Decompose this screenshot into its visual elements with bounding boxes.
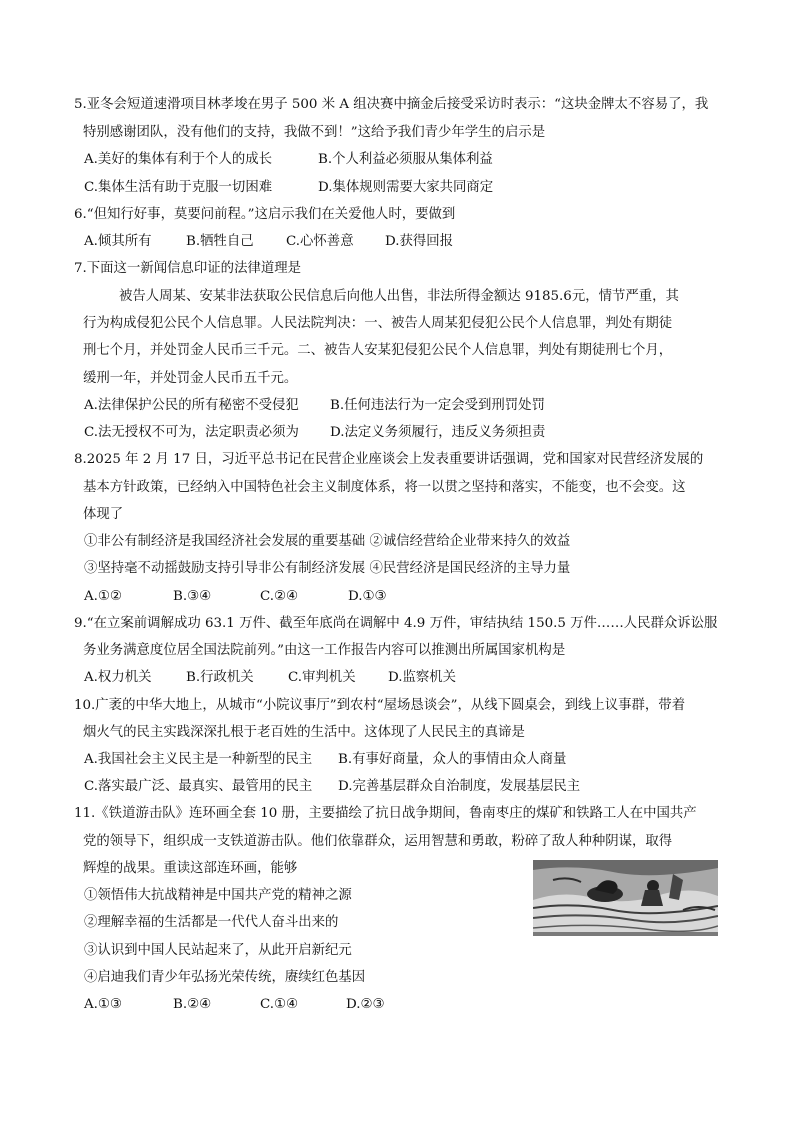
q8-items-1-2: ①非公有制经济是我国经济社会发展的重要基础 ②诚信经营给企业带来持久的效益 — [84, 534, 571, 549]
q11-stem-line2: 党的领导下，组织成一支铁道游击队。他们依靠群众，运用智慧和勇敢，粉碎了敌人种种阴谋，取得 — [83, 834, 673, 849]
q5-stem-line2: 特别感谢团队，没有他们的支持，我做不到！”这给予我们青少年学生的启示是 — [83, 125, 546, 140]
q10-stem-line2: 烟火气的民主实践深深扎根于老百姓的生活中。这体现了人民民主的真谛是 — [83, 725, 525, 740]
q8-option-c[interactable]: C.②④ — [260, 589, 299, 604]
q11-item-4: ④启迪我们青少年弘扬光荣传统，赓续红色基因 — [84, 970, 366, 985]
q7-material-line4: 缓刑一年，并处罚金人民币五千元。 — [83, 371, 298, 386]
q8-option-a[interactable]: A.①② — [84, 589, 122, 604]
q6-option-c[interactable]: C.心怀善意 — [286, 234, 354, 249]
q9-stem-line1: 9.“在立案前调解成功 63.1 万件、截至年底尚在调解中 4.9 万件，审结执结 150.5 万件……人民群众诉讼服 — [74, 616, 718, 631]
q7-material-line1: 被告人周某、安某非法获取公民信息后向他人出售，非法所得金额达 9185.6元，情节严重，其 — [119, 289, 679, 304]
q11-item-2: ②理解幸福的生活都是一代代人奋斗出来的 — [84, 915, 339, 930]
q8-stem-line1: 8.2025 年 2 月 17 日，习近平总书记在民营企业座谈会上发表重要讲话强调，党和国家对民营经济发展的 — [74, 452, 704, 467]
q7-option-d[interactable]: D.法定义务须履行，违反义务须担责 — [330, 425, 546, 440]
q7-option-c[interactable]: C.法无授权不可为，法定职责必须为 — [84, 425, 299, 440]
q11-item-1: ①领悟伟大抗战精神是中国共产党的精神之源 — [84, 888, 352, 903]
q7-option-a[interactable]: A.法律保护公民的所有秘密不受侵犯 — [84, 398, 299, 413]
q6-stem: 6.“但知行好事，莫要问前程。”这启示我们在关爱他人时，要做到 — [74, 207, 456, 222]
q11-option-a[interactable]: A.①③ — [84, 997, 122, 1012]
q10-option-a[interactable]: A.我国社会主义民主是一种新型的民主 — [84, 752, 313, 767]
q7-material-line2: 行为构成侵犯公民个人信息罪。人民法院判决：一、被告人周某犯侵犯公民个人信息罪，判处有期徒 — [83, 316, 673, 331]
q9-option-a[interactable]: A.权力机关 — [84, 670, 152, 685]
comic-illustration-icon — [533, 860, 718, 936]
q7-material-line3: 刑七个月，并处罚金人民币三千元。二、被告人安某犯侵犯公民个人信息罪，判处有期徒刑七个月， — [83, 343, 673, 358]
q6-option-b[interactable]: B.牺牲自己 — [186, 234, 254, 249]
q8-stem-line2: 基本方针政策，已经纳入中国特色社会主义制度体系，将一以贯之坚持和落实，不能变，也不会变。这 — [83, 480, 686, 495]
q6-option-d[interactable]: D.获得回报 — [385, 234, 454, 249]
q9-option-d[interactable]: D.监察机关 — [388, 670, 457, 685]
q5-option-c[interactable]: C.集体生活有助于克服一切困难 — [84, 180, 273, 195]
q10-stem-line1: 10.广袤的中华大地上，从城市“小院议事厅”到农村“屋场恳谈会”，从线下圆桌会，到线上议事群，带着 — [74, 698, 686, 713]
q8-option-b[interactable]: B.③④ — [173, 589, 212, 604]
q9-option-c[interactable]: C.审判机关 — [288, 670, 356, 685]
q7-stem: 7.下面这一新闻信息印证的法律道理是 — [74, 261, 302, 276]
q10-option-c[interactable]: C.落实最广泛、最真实、最管用的民主 — [84, 779, 313, 794]
q5-option-b[interactable]: B.个人利益必须服从集体利益 — [318, 152, 493, 167]
q5-option-d[interactable]: D.集体规则需要大家共同商定 — [318, 180, 494, 195]
q9-stem-line2: 务业务满意度位居全国法院前列。”由这一工作报告内容可以推测出所属国家机构是 — [83, 643, 566, 658]
q11-stem-line3: 辉煌的战果。重读这部连环画，能够 — [83, 861, 298, 876]
q11-option-d[interactable]: D.②③ — [346, 997, 385, 1012]
q11-option-c[interactable]: C.①④ — [260, 997, 299, 1012]
q11-item-3: ③认识到中国人民站起来了，从此开启新纪元 — [84, 943, 352, 958]
q8-option-d[interactable]: D.①③ — [348, 589, 387, 604]
q11-stem-line1: 11.《铁道游击队》连环画全套 10 册，主要描绘了抗日战争期间，鲁南枣庄的煤矿和铁路工人在中国共产 — [74, 806, 697, 821]
q8-stem-line3: 体现了 — [83, 507, 124, 522]
q6-option-a[interactable]: A.倾其所有 — [84, 234, 152, 249]
q7-option-b[interactable]: B.任何违法行为一定会受到刑罚处罚 — [330, 398, 545, 413]
q5-option-a[interactable]: A.美好的集体有利于个人的成长 — [84, 152, 273, 167]
q5-stem-line1: 5.亚冬会短道速滑项目林孝埈在男子 500 米 A 组决赛中摘金后接受采访时表示：“这块金牌太不容易了，我 — [74, 97, 709, 112]
q8-items-3-4: ③坚持毫不动摇鼓励支持引导非公有制经济发展 ④民营经济是国民经济的主导力量 — [84, 561, 571, 576]
q9-option-b[interactable]: B.行政机关 — [186, 670, 254, 685]
q10-option-b[interactable]: B.有事好商量，众人的事情由众人商量 — [338, 752, 567, 767]
q10-option-d[interactable]: D.完善基层群众自治制度，发展基层民主 — [338, 779, 581, 794]
q11-option-b[interactable]: B.②④ — [173, 997, 212, 1012]
